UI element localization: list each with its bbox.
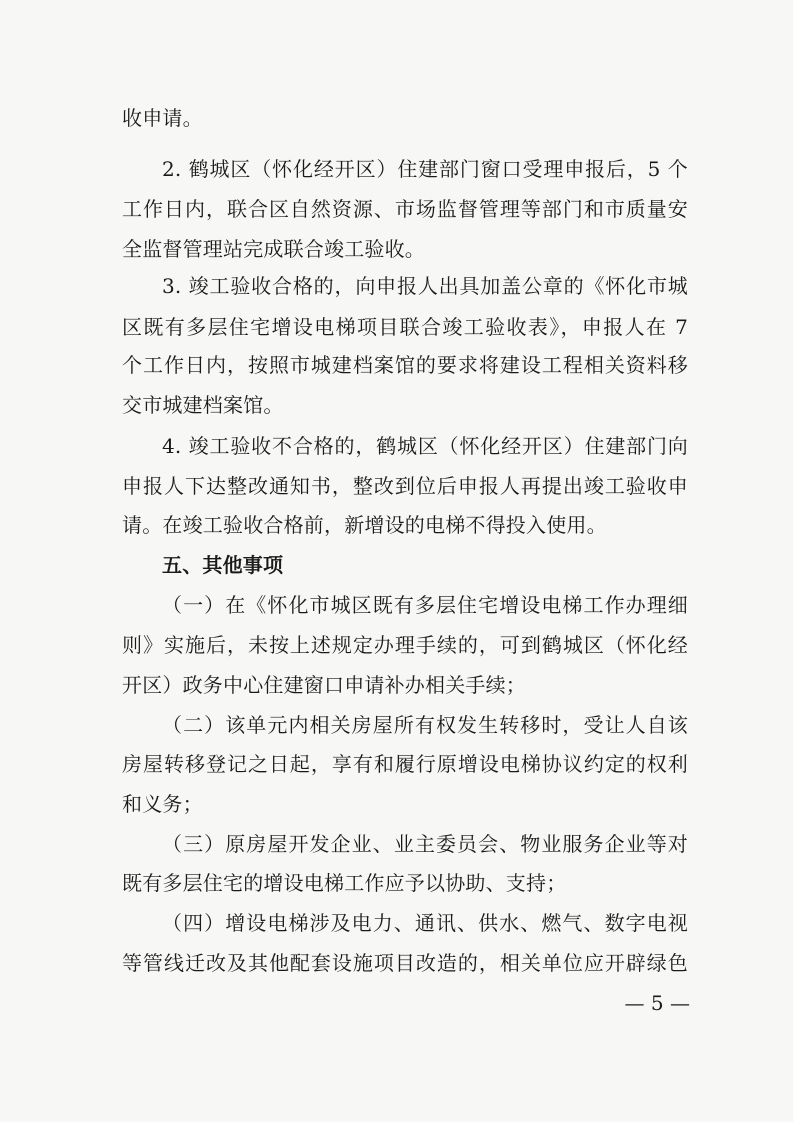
text-line: 则》实施后，未按上述规定办理手续的，可到鹤城区（怀化经	[122, 633, 688, 657]
text-line: 个工作日内，按照市城建档案馆的要求将建设工程相关资料移	[122, 353, 688, 377]
text-line: 3. 竣工验收合格的，向申报人出具加盖公章的《怀化市城	[162, 274, 688, 298]
text-line: 收申请。	[122, 106, 203, 130]
text-line: （一）在《怀化市城区既有多层住宅增设电梯工作办理细	[162, 593, 688, 617]
text-line: 2. 鹤城区（怀化经开区）住建部门窗口受理申报后，5 个	[162, 157, 688, 181]
text-line: 全监督管理站完成联合竣工验收。	[122, 237, 425, 261]
text-line: 交市城建档案馆。	[122, 393, 284, 417]
text-line: 开区）政务中心住建窗口申请补办相关手续；	[122, 673, 526, 697]
text-line: 4. 竣工验收不合格的，鹤城区（怀化经开区）住建部门向	[162, 434, 688, 458]
text-line: （四）增设电梯涉及电力、通讯、供水、燃气、数字电视	[162, 911, 688, 935]
text-line: 房屋转移登记之日起，享有和履行原增设电梯协议约定的权利	[122, 752, 688, 776]
text-line: （二）该单元内相关房屋所有权发生转移时，受让人自该	[162, 713, 688, 737]
section-heading: 五、其他事项	[162, 553, 284, 577]
text-line: 等管线迁改及其他配套设施项目改造的，相关单位应开辟绿色	[122, 951, 688, 975]
page-number: — 5 —	[624, 991, 690, 1015]
text-line: 区既有多层住宅增设电梯项目联合竣工验收表》，申报人在 7	[122, 315, 688, 339]
text-line: （三）原房屋开发企业、业主委员会、物业服务企业等对	[162, 832, 688, 856]
text-line: 和义务；	[122, 792, 203, 816]
text-line: 请。在竣工验收合格前，新增设的电梯不得投入使用。	[122, 513, 607, 537]
text-line: 工作日内，联合区自然资源、市场监督管理等部门和市质量安	[122, 197, 688, 221]
text-line: 申报人下达整改通知书，整改到位后申报人再提出竣工验收申	[122, 474, 688, 498]
text-line: 既有多层住宅的增设电梯工作应予以协助、支持；	[122, 871, 567, 895]
